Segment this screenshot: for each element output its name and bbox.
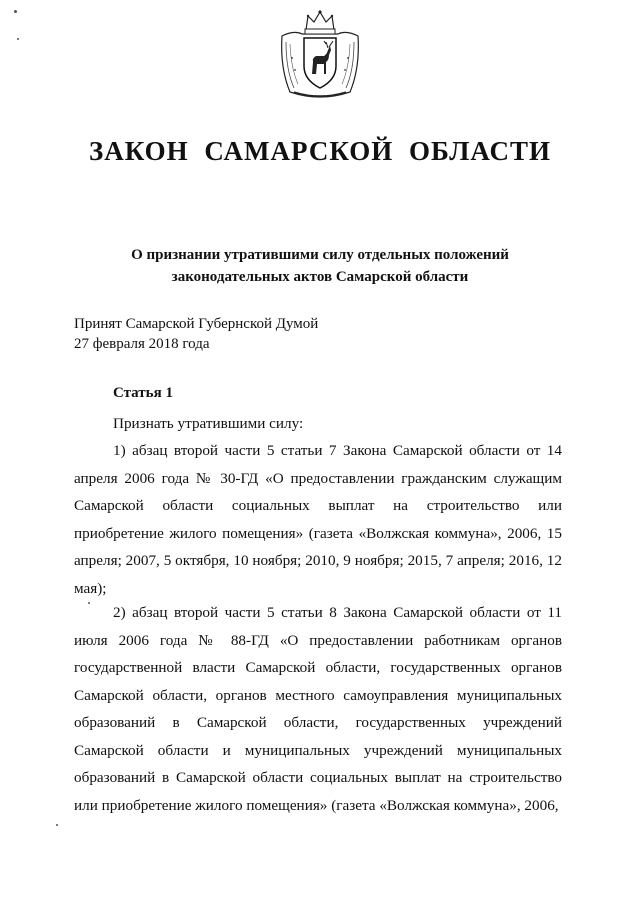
adoption-date: 27 февраля 2018 года bbox=[74, 336, 210, 352]
article-item-2: 2) абзац второй части 5 статьи 8 Закона Самарской области от 11 июля 2006 года № 88-ГД «О предоставлении работникам органов государственной власти Самарской области, государственных органов Самарской области, органов местного самоуправления муниципальных образований в Самарской области, государственных учреждений Самарской области и муниципальных учреждений муниципальных образований в Самарской области социальных выплат на строительство или приобретение жилого помещения» (газета «Волжская коммуна», 2006, bbox=[74, 604, 562, 814]
law-subtitle-line-2: законодательных актов Самарской области bbox=[171, 269, 469, 285]
article-heading: Статья 1 bbox=[113, 385, 173, 401]
scan-speck bbox=[14, 10, 17, 13]
adoption-body: Принят Самарской Губернской Думой bbox=[74, 316, 319, 332]
article-intro: Признать утратившими силу: bbox=[113, 415, 304, 432]
adoption-info bbox=[74, 314, 318, 354]
scan-speck bbox=[88, 602, 90, 604]
coat-of-arms-icon bbox=[276, 8, 364, 102]
law-title: ЗАКОН САМАРСКОЙ ОБЛАСТИ bbox=[89, 136, 551, 166]
scan-speck bbox=[17, 38, 19, 40]
article-item-1: 1) абзац второй части 5 статьи 7 Закона Самарской области от 14 апреля 2006 года № 30-ГД «О предоставлении гражданским служащим Самарской области социальных выплат на строительство или приобретение жилого помещения» (газета «Волжская коммуна», 2006, 15 апреля; 2007, 5 октября, 10 ноября; 2010, 9 ноября; 2015, 7 апреля; 2016, 12 мая); bbox=[74, 442, 562, 597]
law-subtitle bbox=[100, 244, 540, 288]
law-subtitle-line-1: О признании утратившими силу отдельных положений bbox=[131, 247, 509, 263]
scan-speck bbox=[56, 824, 58, 826]
